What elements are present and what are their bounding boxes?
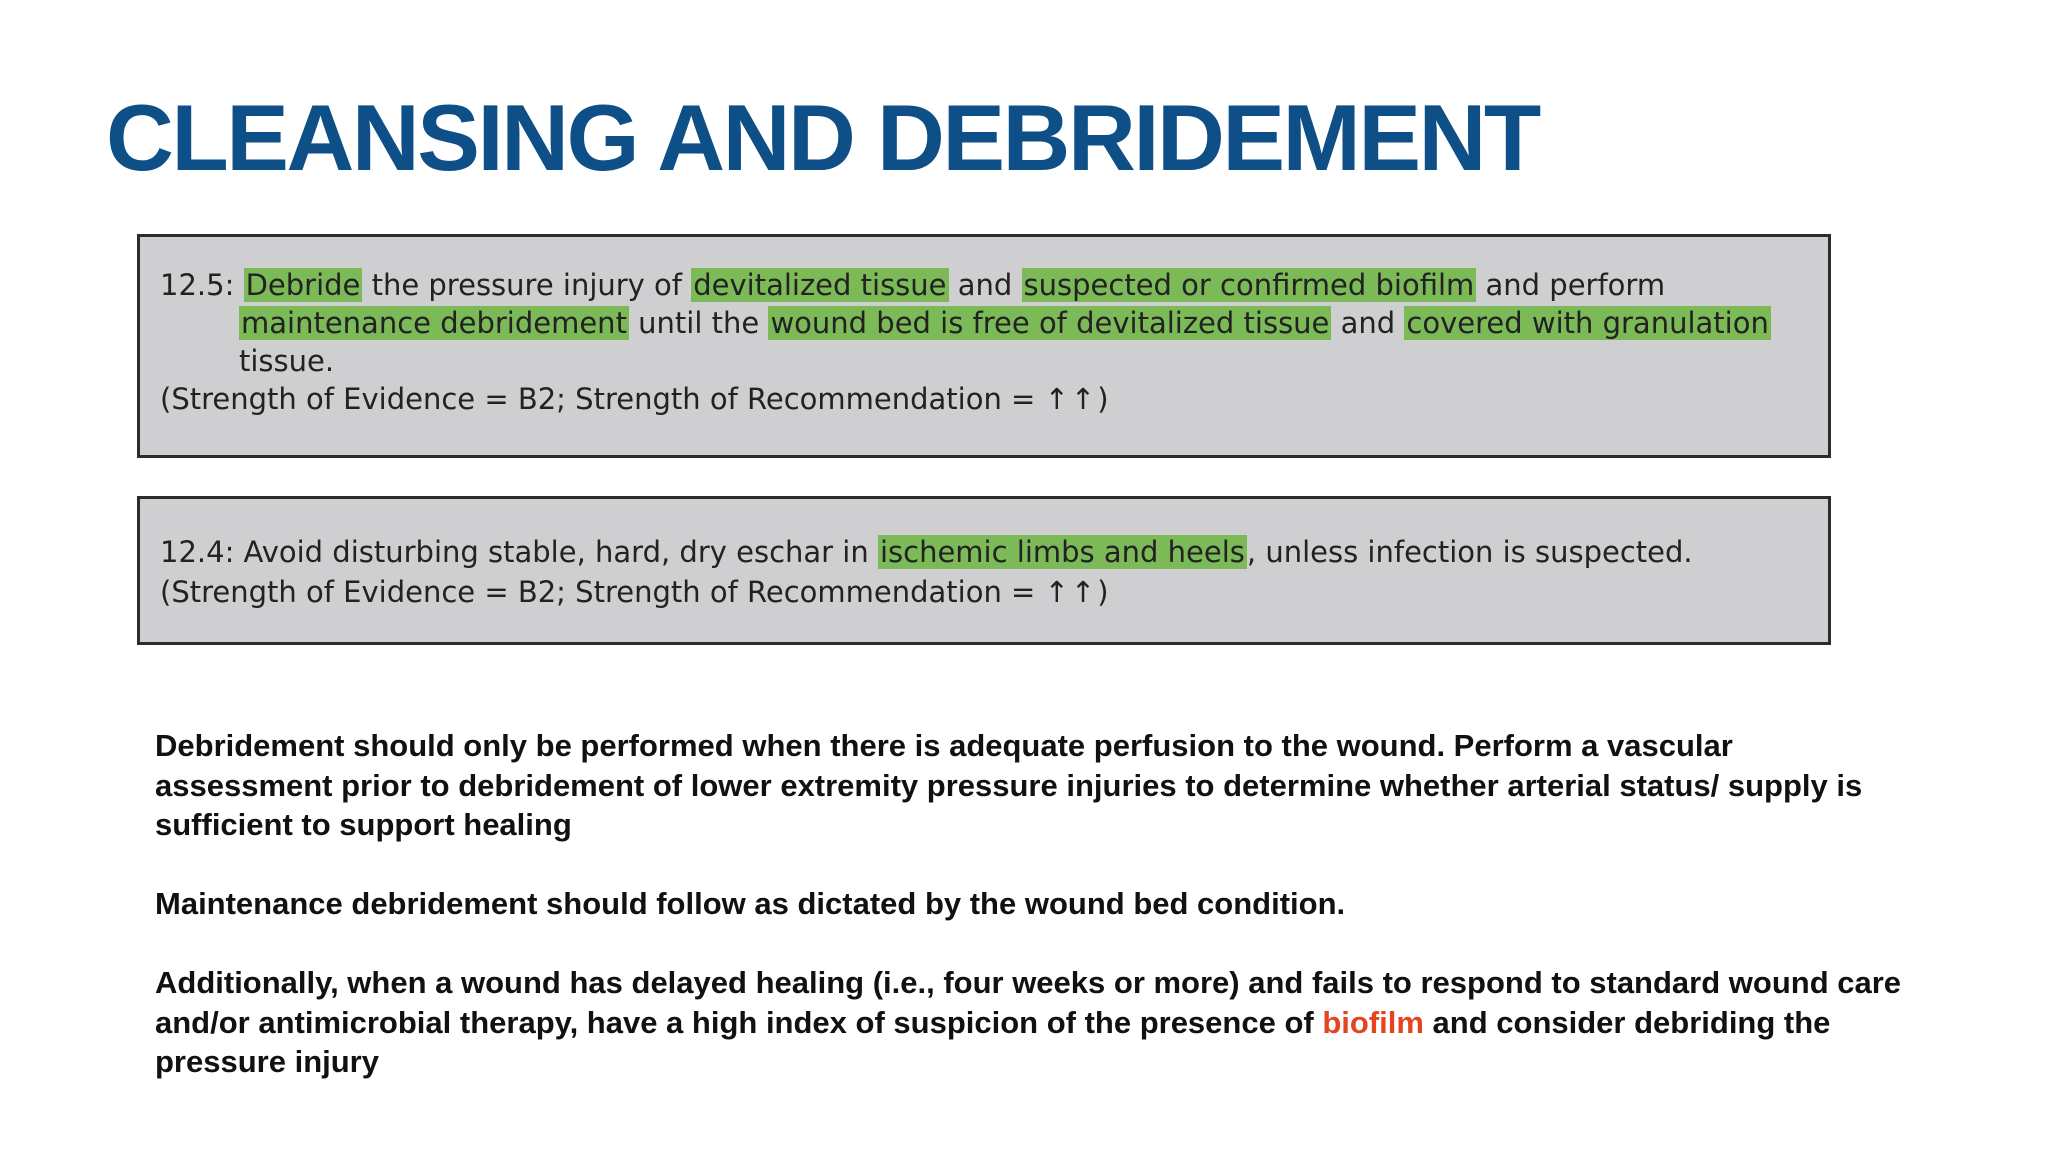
text-segment: Avoid disturbing stable, hard, dry eschar in xyxy=(234,535,878,569)
highlight-ischemic-limbs: ischemic limbs and heels xyxy=(879,535,1245,569)
highlight-wound-bed-free: wound bed is free of devitalized tissue xyxy=(770,306,1330,340)
notes-body xyxy=(155,726,1915,1082)
text-segment: the pressure injury of xyxy=(362,268,692,302)
paragraph-spacer xyxy=(155,845,1915,885)
recommendation-box-12-5 xyxy=(137,234,1831,458)
recommendation-id: 12.4: xyxy=(160,535,235,569)
recommendation-line xyxy=(160,266,1808,304)
text-segment: and consider debriding the pressure injury xyxy=(155,1004,1831,1079)
evidence-close: ) xyxy=(1097,575,1109,609)
highlight-devitalized-tissue: devitalized tissue xyxy=(693,268,947,302)
biofilm-highlight: biofilm xyxy=(1322,1004,1424,1040)
note-paragraph-biofilm xyxy=(155,963,1915,1082)
text-segment: Additionally, when a wound has delayed healing (i.e., four weeks or more) and fails to respond to standard wound care and/or antimicrobial therapy, have a high index of suspicion of the presence of xyxy=(155,965,1902,1040)
paragraph-spacer xyxy=(155,924,1915,964)
text-segment: and xyxy=(1331,306,1405,340)
highlight-biofilm: suspected or confirmed biofilm xyxy=(1023,268,1475,302)
evidence-line xyxy=(160,380,1808,418)
text-segment: and xyxy=(948,268,1022,302)
evidence-text: (Strength of Evidence = B2; Strength of Recommendation = xyxy=(160,382,1045,416)
note-paragraph-perfusion: Debridement should only be performed when there is adequate perfusion to the wound. Perform a vascular assessment prior to debridement of lower extremity pressure injuries to determine whether arterial status/ supply is sufficient to support healing xyxy=(155,728,1863,842)
recommendation-id: 12.5: xyxy=(160,268,235,302)
slide-title: CLEANSING AND DEBRIDEMENT xyxy=(106,85,1539,190)
recommendation-line xyxy=(160,304,1808,342)
evidence-close: ) xyxy=(1097,382,1109,416)
recommendation-line xyxy=(160,532,1808,572)
text-segment: , unless infection is suspected. xyxy=(1246,535,1693,569)
text-segment: until the xyxy=(628,306,769,340)
double-up-arrow-icon: ↑↑ xyxy=(1044,382,1098,416)
evidence-line xyxy=(160,572,1808,612)
highlight-maintenance-debridement: maintenance debridement xyxy=(241,306,627,340)
highlight-debride: Debride xyxy=(245,268,361,302)
highlight-covered-with-granulation: covered with granulation xyxy=(1406,306,1769,340)
recommendation-box-12-4 xyxy=(137,496,1831,645)
double-up-arrow-icon: ↑↑ xyxy=(1044,575,1098,609)
recommendation-line: tissue. xyxy=(239,344,335,378)
note-paragraph-maintenance: Maintenance debridement should follow as dictated by the wound bed condition. xyxy=(155,886,1346,921)
text-segment: and perform xyxy=(1476,268,1666,302)
evidence-text: (Strength of Evidence = B2; Strength of Recommendation = xyxy=(160,575,1045,609)
